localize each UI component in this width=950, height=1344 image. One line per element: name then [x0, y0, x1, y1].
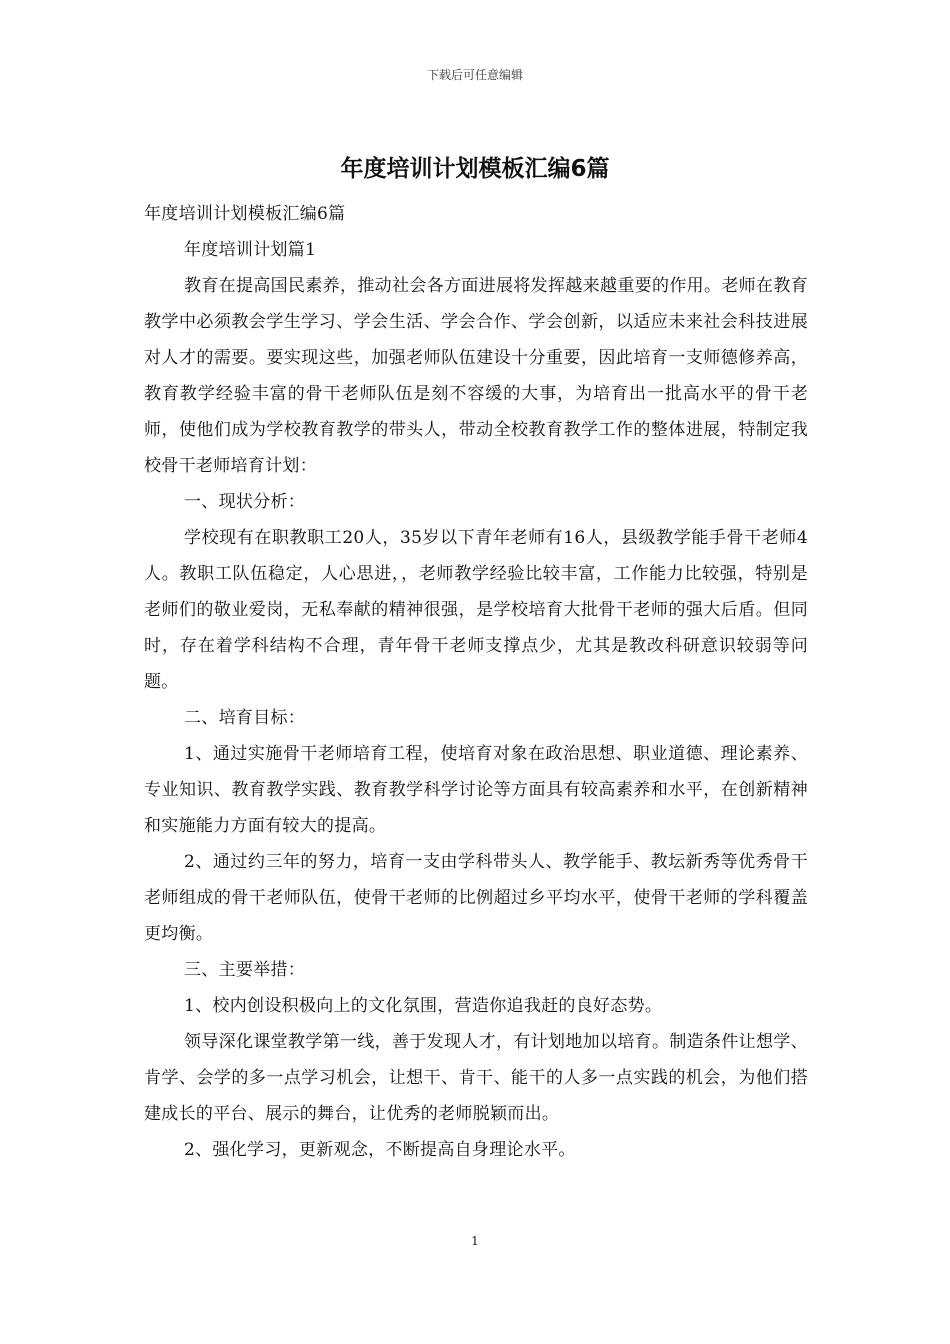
paragraph: 1、通过实施骨干老师培育工程，使培育对象在政治思想、职业道德、理论素养、专业知识、教育教学实践、教育教学科学讨论等方面具有较高素养和水平，在创新精神和实施能力方面有较大的提高。: [144, 744, 808, 836]
paragraph-section-heading: 年度培训计划篇1: [184, 240, 317, 260]
header-note: 下载后可任意编辑: [426, 68, 523, 82]
paragraph-heading: 一、现状分析：: [184, 492, 306, 512]
paragraph: 2、通过约三年的努力，培育一支由学科带头人、教学能手、教坛新秀等优秀骨干老师组成的骨干老师队伍，使骨干老师的比例超过乡平均水平，使骨干老师的学科覆盖更均衡。: [144, 852, 808, 944]
document-title: 年度培训计划模板汇编6篇: [340, 156, 610, 182]
paragraph: 2、强化学习，更新观念，不断提高自身理论水平。: [184, 1140, 576, 1160]
paragraph: 领导深化课堂教学第一线，善于发现人才，有计划地加以培育。制造条件让想学、肯学、会学的多一点学习机会，让想干、肯干、能干的人多一点实践的机会，为他们搭建成长的平台、展示的舞台，让优秀的老师脱颖而出。: [144, 1032, 808, 1124]
page-number: 1: [471, 1234, 479, 1248]
paragraph-heading: 二、培育目标：: [184, 708, 306, 728]
paragraph: 学校现有在职教职工20人，35岁以下青年老师有16人，县级教学能手骨干老师4人。教职工队伍稳定，人心思进，，老师教学经验比较丰富，工作能力比较强，特别是老师们的敬业爱岗，无私奉献的精神很强，是学校培育大批骨干老师的强大后盾。但同时，存在着学科结构不合理，青年骨干老师支撑点少，尤其是教改科研意识较弱等问题。: [144, 528, 808, 692]
paragraph: 1、校内创设积极向上的文化氛围，营造你追我赶的良好态势。: [184, 996, 663, 1016]
document-body: [144, 196, 808, 1168]
paragraph: 教育在提高国民素养，推动社会各方面进展将发挥越来越重要的作用。老师在教育教学中必须教会学生学习、学会生活、学会合作、学会创新，以适应未来社会科技进展对人才的需要。要实现这些，加强老师队伍建设十分重要，因此培育一支师德修养高，教育教学经验丰富的骨干老师队伍是刻不容缓的大事，为培育出一批高水平的骨干老师，使他们成为学校教育教学的带头人，带动全校教育教学工作的整体进展，特制定我校骨干老师培育计划：: [144, 276, 808, 476]
paragraph-subtitle: 年度培训计划模板汇编6篇: [144, 204, 346, 224]
paragraph-heading: 三、主要举措：: [184, 960, 306, 980]
